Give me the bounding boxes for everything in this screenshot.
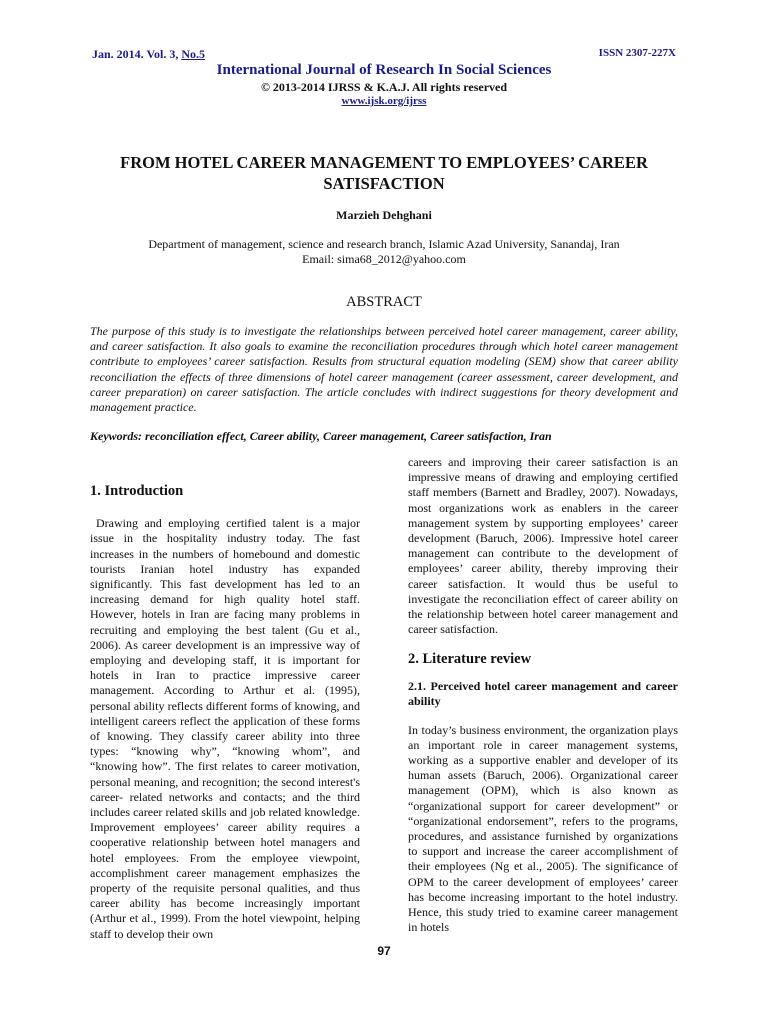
page-number: 97 (377, 944, 391, 958)
affiliation: Department of management, science and research branch, Islamic Azad University, Sanandaj, Iran (148, 237, 620, 251)
journal-url-link[interactable]: www.ijsk.org/ijrss (341, 95, 427, 107)
literature-paragraph: In today’s business environment, the organization plays an important role in career management systems, working as a supportive enabler and developer of its human assets (Baruch, 2006). Organizational career management (OPM), which is also known as “organizational support for career development” or “organizational endorsement”, refers to the programs, procedures, and assistance furnished by organizations to support and increase the career accomplishment of their employees (Ng et al., 2005). The significance of OPM to the career development of employees’ career has become increasing important to the hotel industry. Hence, this study tried to examine career management in hotels (408, 722, 678, 935)
issue-number-link[interactable]: No.5 (181, 47, 206, 61)
subsection-heading: 2.1. Perceived hotel career management and career ability (408, 678, 678, 708)
abstract-text: The purpose of this study is to investigate the relationships between perceived hotel career management, career ability, and career satisfaction. It also goals to examine the reconciliation procedures through which hotel career management contribute to employees’ career satisfaction. Results from structural equation modeling (SEM) show that career ability reconciliation the effects of three dimensions of hotel career management (career assessment, career development, and career preparation) on career satisfaction. The article concludes with indirect suggestions for theory development and management practice. (90, 324, 678, 415)
paper-title: FROM HOTEL CAREER MANAGEMENT TO EMPLOYEES’ CAREER SATISFACTION (120, 153, 648, 193)
keywords: Keywords: reconciliation effect, Career ability, Career management, Career satisfaction, Iran (90, 429, 552, 443)
issue-volume: Jan. 2014. Vol. 3, (92, 47, 182, 61)
introduction-paragraph: Drawing and employing certified talent is a major issue in the hospitality industry today. The fast increases in the numbers of homebound and domestic tourists Iranian hotel industry has expanded significantly. This fast development has led to an increasing demand for high quality hotel staff. However, hotels in Iran are facing many problems in recruiting and employing the best talent (Gu et al., 2006). As career development is an impressive way of employing and developing staff, it is important for hotels in Iran to practice impressive career management. According to Arthur et al. (1995), personal ability reflects different forms of knowing, and intelligent careers reflect the application of these forms of knowing. They classify career ability into three types: “knowing why”, “knowing whom”, and “knowing how”. The first relates to career motivation, personal meaning, and recognition; the second interest's career- related networks and contacts; and the third includes career related skills and job related knowledge. Improvement employees’ career ability requires a cooperative relationship between hotel managers and hotel employees. From the employee viewpoint, accomplishment career management emphasizes the property of the requisite personal qualities, and thus career ability has become increasingly important (Arthur et al., 1999). From the hotel viewpoint, helping staff to develop their own (90, 516, 360, 941)
issn: ISSN 2307-227X (598, 47, 676, 59)
section-heading-introduction: 1. Introduction (90, 483, 184, 499)
affiliation-block (0, 237, 768, 267)
author-email: Email: sima68_2012@yahoo.com (302, 252, 466, 266)
author-name: Marzieh Dehghani (336, 208, 432, 222)
section-heading-literature-review: 2. Literature review (408, 651, 532, 668)
journal-name: International Journal of Research In Social Sciences (216, 62, 552, 78)
abstract-heading: ABSTRACT (346, 294, 422, 310)
copyright: © 2013-2014 IJRSS & K.A.J. All rights reserved (260, 80, 508, 94)
issue-info (92, 47, 205, 62)
introduction-continued-paragraph: careers and improving their career satisfaction is an impressive means of drawing and employing certified staff members (Barnett and Bradley, 2007). Nowadays, most organizations work as enablers in the career management system by supporting employees’ career development (Baruch, 2006). Impressive hotel career management can contribute to the development of employees’ career ability, thereby improving their career satisfaction. It would thus be useful to investigate the reconciliation effect of career ability on the relationship between hotel career management and career satisfaction. (408, 455, 678, 637)
left-column (90, 484, 360, 942)
right-column (408, 455, 678, 935)
